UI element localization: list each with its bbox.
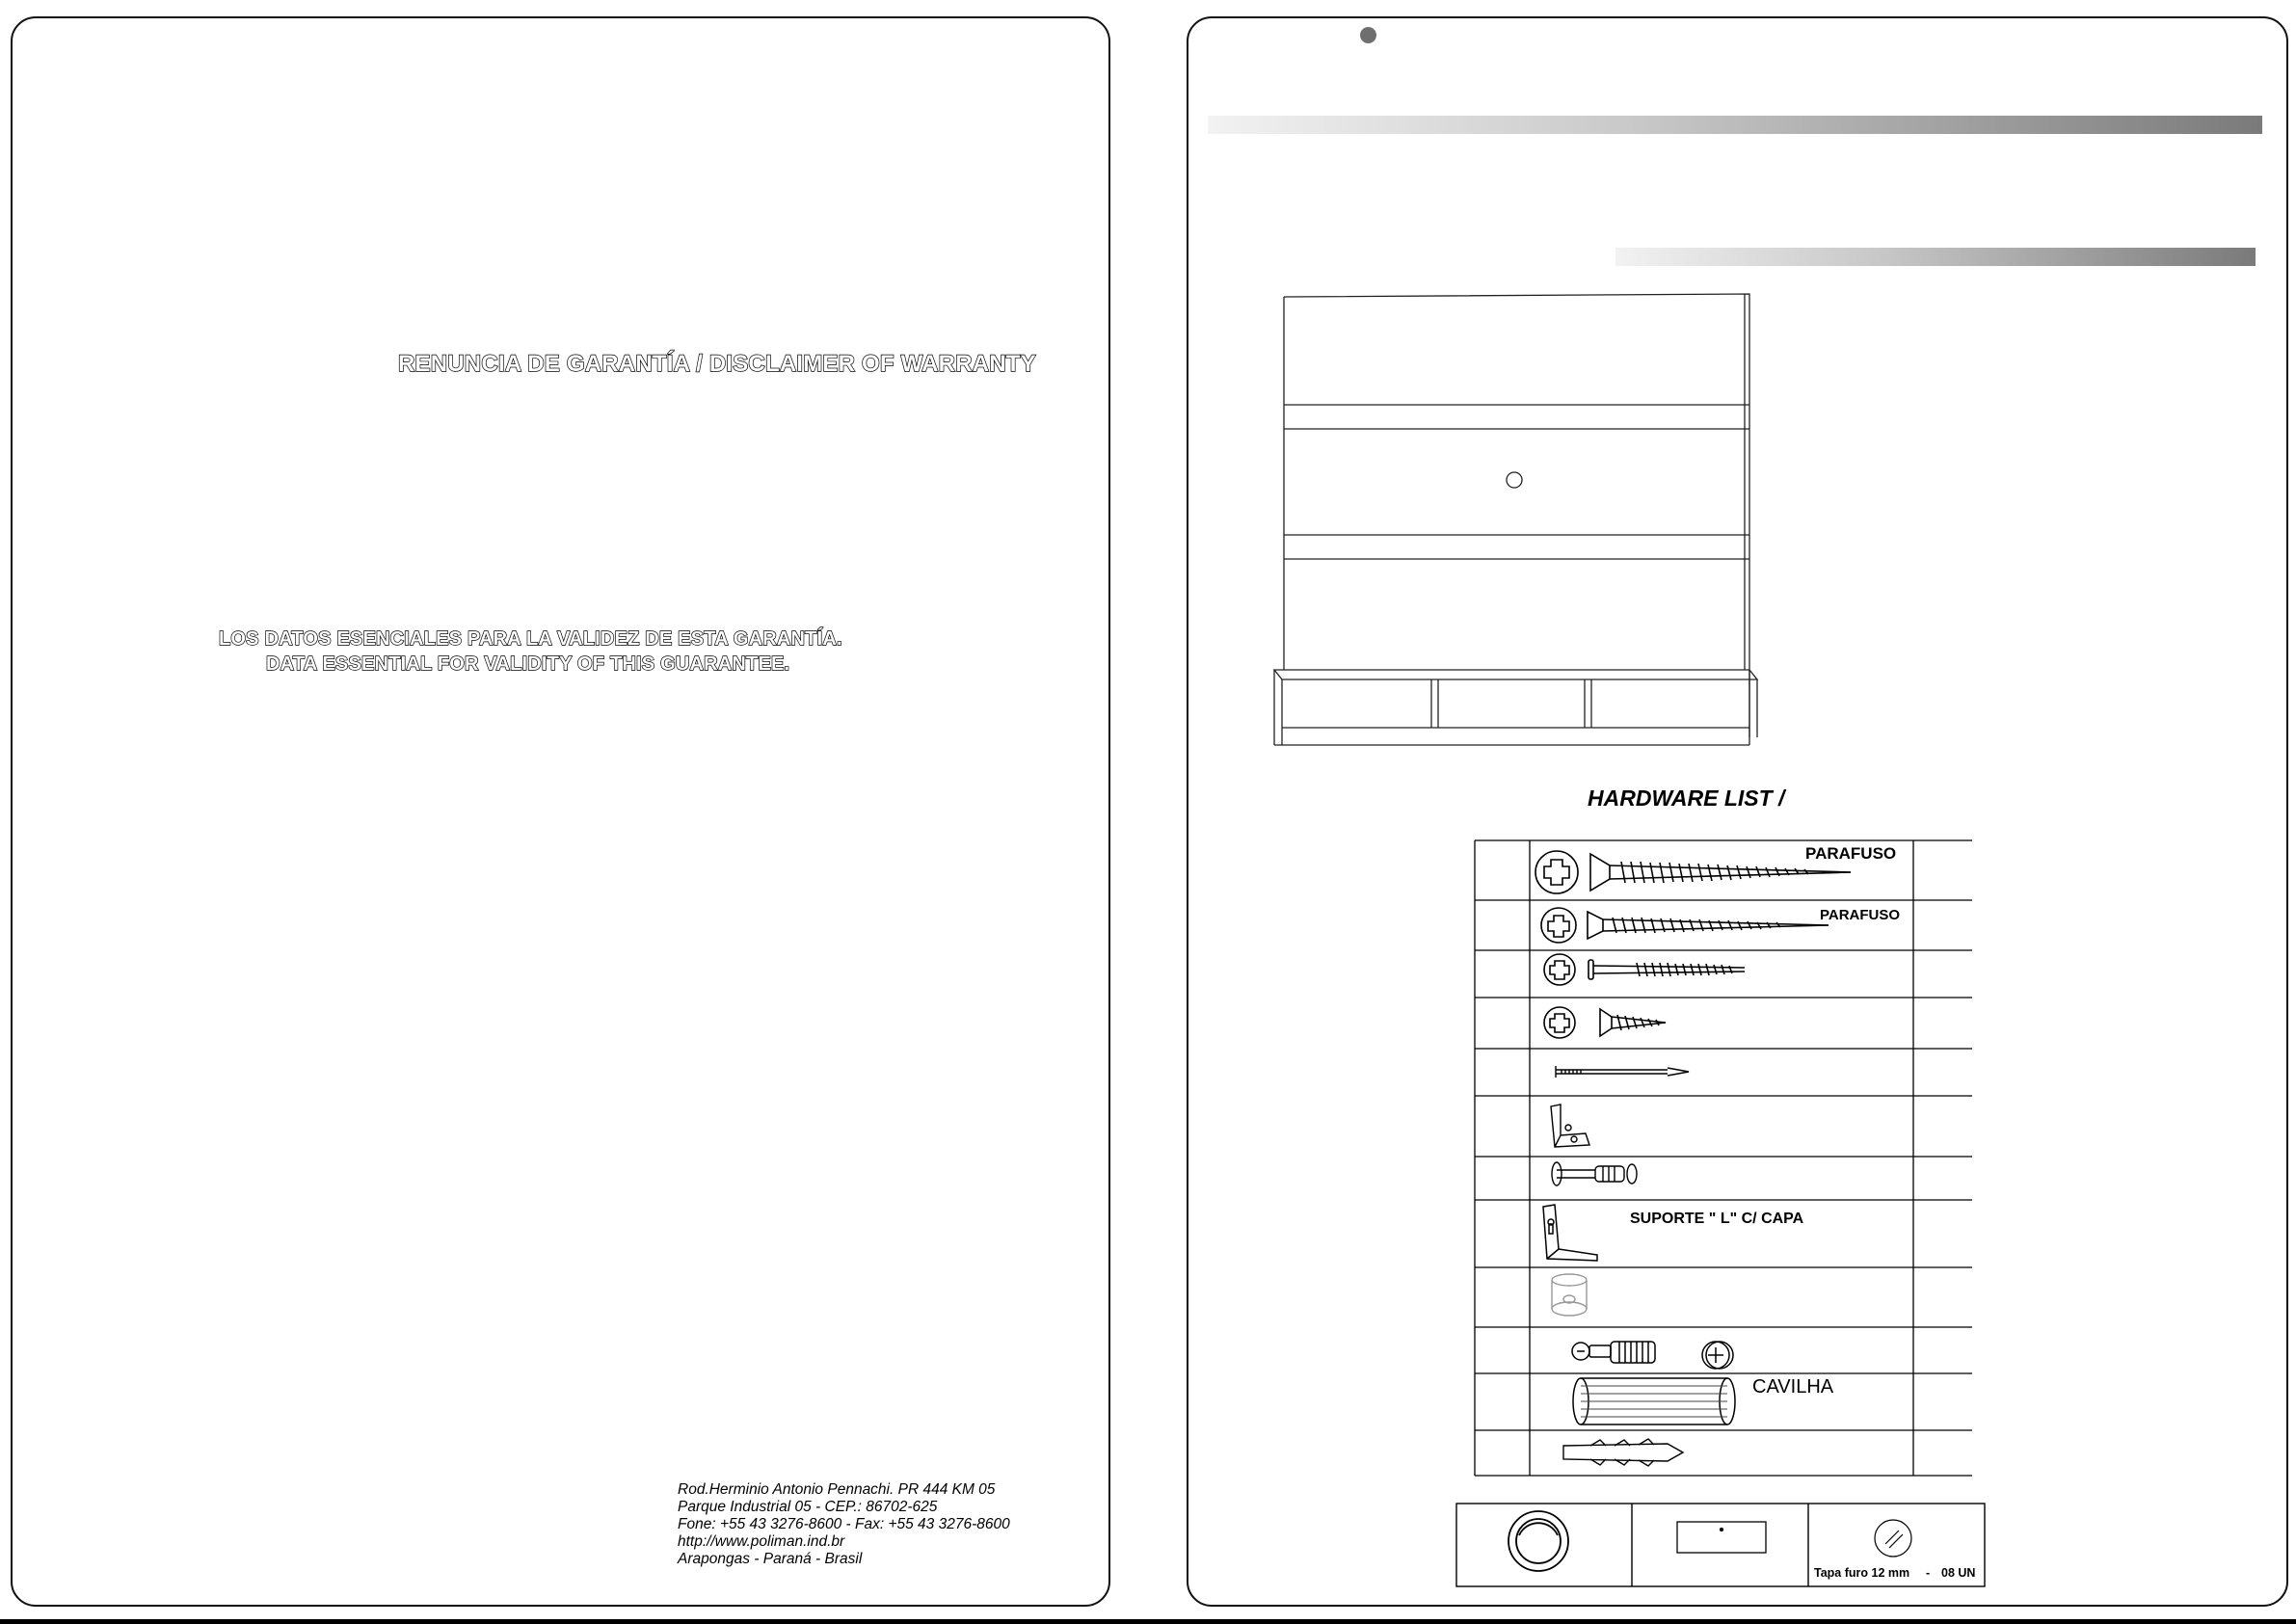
cap-round-icon bbox=[1506, 1508, 1571, 1574]
hardware-label-screw-2: PARAFUSO bbox=[1820, 907, 1901, 923]
page-bottom-border bbox=[0, 1619, 2296, 1624]
cap-rectangle-icon bbox=[1675, 1520, 1768, 1555]
l-bracket-icon bbox=[1537, 1203, 1605, 1265]
cam-bolt-icon bbox=[1569, 1334, 1743, 1372]
address-line-2: Parque Industrial 05 - CEP.: 86702-625 bbox=[678, 1499, 938, 1515]
cap-separator: - bbox=[1926, 1566, 1931, 1580]
shelf-pin-icon bbox=[1547, 1158, 1643, 1189]
tv-panel-furniture-illustration bbox=[1263, 289, 1764, 752]
cap-label: Tapa furo 12 mm bbox=[1814, 1566, 1910, 1580]
address-line-1: Rod.Herminio Antonio Pennachi. PR 444 KM 05 bbox=[678, 1481, 996, 1498]
corner-bracket-icon bbox=[1547, 1103, 1595, 1151]
website-line: http://www.poliman.ind.br bbox=[678, 1533, 845, 1550]
wall-plug-icon bbox=[1562, 1438, 1687, 1467]
cap-quantity: 08 UN bbox=[1941, 1566, 1976, 1580]
dowel-icon bbox=[1569, 1374, 1743, 1428]
hardware-label-screw-1: PARAFUSO bbox=[1805, 844, 1897, 863]
cap-hole-icon bbox=[1872, 1517, 1914, 1559]
essential-data-english: DATA ESSENTIAL FOR VALIDITY OF THIS GUARANTEE. bbox=[266, 653, 790, 675]
phone-fax-line: Fone: +55 43 3276-8600 - Fax: +55 43 3276-8600 bbox=[678, 1516, 1010, 1532]
medium-screw-icon bbox=[1542, 952, 1754, 987]
left-page bbox=[11, 16, 1110, 1607]
essential-data-spanish: LOS DATOS ESENCIALES PARA LA VALIDEZ DE ESTA GARANTÍA. bbox=[219, 628, 842, 650]
cam-lock-icon bbox=[1548, 1272, 1596, 1320]
section-gradient-bar bbox=[1615, 248, 2256, 266]
header-gradient-bar bbox=[1208, 116, 2262, 134]
page-marker-dot bbox=[1360, 27, 1376, 43]
hardware-list-title: HARDWARE LIST / bbox=[1588, 785, 1785, 811]
hardware-label-l-bracket: SUPORTE " L" C/ CAPA bbox=[1630, 1211, 1804, 1227]
city-line: Arapongas - Paraná - Brasil bbox=[678, 1551, 863, 1567]
disclaimer-title: RENUNCIA DE GARANTÍA / DISCLAIMER OF WARRANTY bbox=[398, 351, 1036, 377]
short-screw-icon bbox=[1542, 1004, 1677, 1041]
nail-icon bbox=[1552, 1060, 1696, 1083]
long-screw-icon bbox=[1539, 906, 1857, 945]
hardware-label-dowel: CAVILHA bbox=[1752, 1376, 1834, 1398]
